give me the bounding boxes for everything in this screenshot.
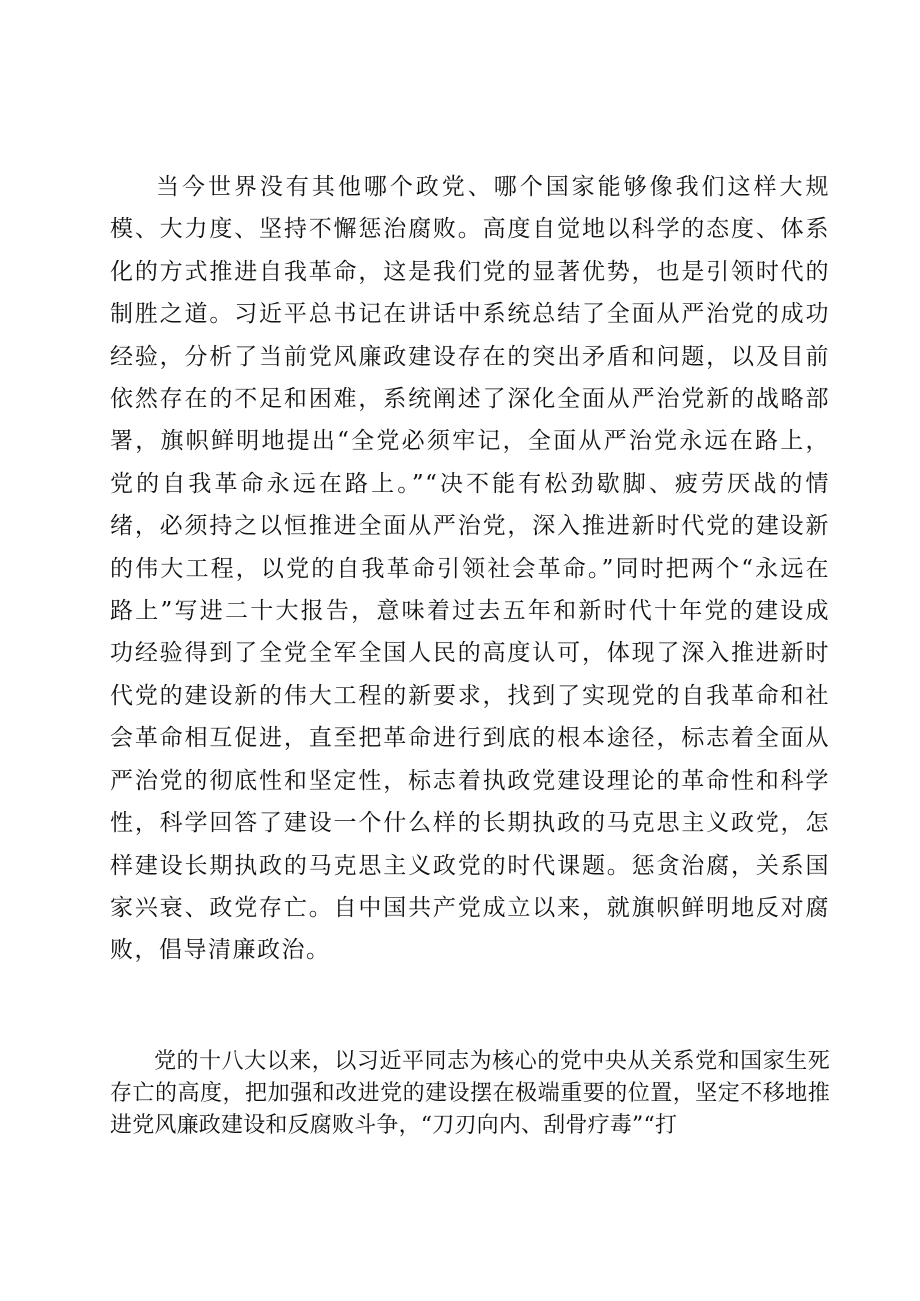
paragraph-2: 党的十八大以来，以习近平同志为核心的党中央从关系党和国家生死存亡的高度，把加强和改进党的建设摆在极端重要的位置，坚定不移地推进党风廉政建设和反腐败斗争，“刀刃向内、刮骨疗毒”“打 — [110, 1049, 830, 1138]
paragraph-1: 当今世界没有其他哪个政党、哪个国家能够像我们这样大规模、大力度、坚持不懈惩治腐败。高度自觉地以科学的态度、体系化的方式推进自我革命，这是我们党的显著优势，也是引领时代的制胜之道。习近平总书记在讲话中系统总结了全面从严治党的成功经验，分析了当前党风廉政建设存在的突出矛盾和问题，以及目前依然存在的不足和困难，系统阐述了深化全面从严治党新的战略部署，旗帜鲜明地提出“全党必须牢记，全面从严治党永远在路上，党的自我革命永远在路上。”“决不能有松劲歇脚、疲劳厌战的情绪，必须持之以恒推进全面从严治党，深入推进新时代党的建设新的伟大工程，以党的自我革命引领社会革命。”同时把两个“永远在路上”写进二十大报告，意味着过去五年和新时代十年党的建设成功经验得到了全党全军全国人民的高度认可，体现了深入推进新时代党的建设新的伟大工程的新要求，找到了实现党的自我革命和社会革命相互促进，直至把革命进行到底的根本途径，标志着全面从严治党的彻底性和坚定性，标志着执政党建设理论的革命性和科学性，科学回答了建设一个什么样的长期执政的马克思主义政党，怎样建设长期执政的马克思主义政党的时代课题。惩贪治腐，关系国家兴衰、政党存亡。自中国共产党成立以来，就旗帜鲜明地反对腐败，倡导清廉政治。 — [110, 174, 830, 964]
